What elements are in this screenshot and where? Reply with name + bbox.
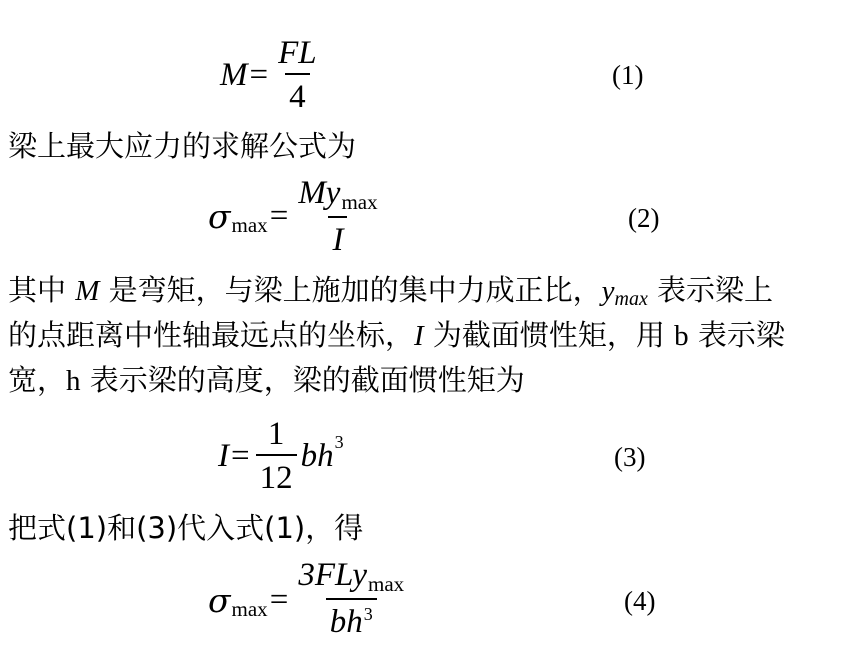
eq2-equals: =: [269, 198, 289, 234]
eq2-number: (2): [628, 203, 660, 233]
eq1-lhs: M: [220, 56, 248, 93]
eq2-sub: max: [231, 213, 268, 237]
eq4-fraction: [294, 556, 408, 645]
substitution-text: 把式(1)和(3)代入式(1)，得: [8, 511, 364, 545]
p-var-I: I: [414, 320, 424, 352]
eq3-sup: 3: [334, 431, 344, 452]
explanation-line-1: [8, 270, 773, 314]
p-text: 其中: [8, 273, 76, 307]
eq1-fraction: [274, 34, 321, 116]
eq3-var: bh: [300, 437, 334, 474]
eq1-denominator: 4: [285, 73, 310, 116]
p-var-y: y: [601, 275, 615, 307]
eq3-number: (3): [614, 442, 646, 472]
equation-2: [208, 174, 386, 259]
eq3-lhs: I: [218, 437, 229, 474]
equation-1: [220, 34, 325, 116]
eq1-numerator: FL: [278, 35, 317, 71]
eq2-numerator: [294, 174, 381, 216]
eq3-fraction: [256, 415, 297, 497]
eq3-equals: =: [231, 437, 250, 474]
eq4-sigma: σ: [208, 581, 231, 620]
p-var-b: b: [674, 320, 689, 352]
p-text: 表示梁上: [647, 273, 774, 307]
equation-4: [208, 556, 412, 645]
p-text: 表示梁的高度，梁的截面惯性矩为: [80, 363, 525, 397]
eq4-numerator: [294, 556, 408, 598]
p-var-M: M: [75, 275, 100, 307]
eq4-num-var: 3FLy: [298, 557, 367, 593]
eq4-equals: =: [269, 582, 289, 618]
p-text: 是弯矩，与梁上施加的集中力成正比，: [99, 273, 602, 307]
eq4-sub: max: [231, 597, 268, 621]
eq4-den-var: bh: [329, 604, 363, 640]
eq2-sigma: σ: [208, 197, 231, 236]
eq4-denominator: [326, 598, 377, 645]
eq2-num-var: My: [298, 175, 341, 211]
eq4-number: (4): [624, 586, 656, 616]
eq4-den-sup: 3: [363, 604, 373, 624]
p-text: 表示梁: [688, 318, 785, 352]
eq2-num-sub: max: [341, 190, 378, 214]
p-text: 的点距离中性轴最远点的坐标，: [8, 318, 415, 352]
p-var-h: h: [66, 365, 81, 397]
p-text: 为截面惯性矩，用: [423, 318, 675, 352]
eq2-denominator: I: [328, 216, 347, 259]
eq4-num-sub: max: [368, 572, 405, 596]
eq3-numerator: 1: [267, 416, 285, 452]
eq1-number: (1): [612, 60, 644, 90]
eq3-denominator: 12: [256, 454, 297, 497]
p-var-ysub: max: [614, 288, 648, 310]
explanation-line-2: [8, 315, 785, 356]
intro-text: 梁上最大应力的求解公式为: [8, 129, 357, 163]
eq1-equals: =: [249, 56, 269, 93]
equation-3: [218, 415, 344, 497]
explanation-line-3: [8, 360, 525, 401]
eq2-fraction: [294, 174, 381, 259]
p-text: 宽，: [8, 363, 67, 397]
